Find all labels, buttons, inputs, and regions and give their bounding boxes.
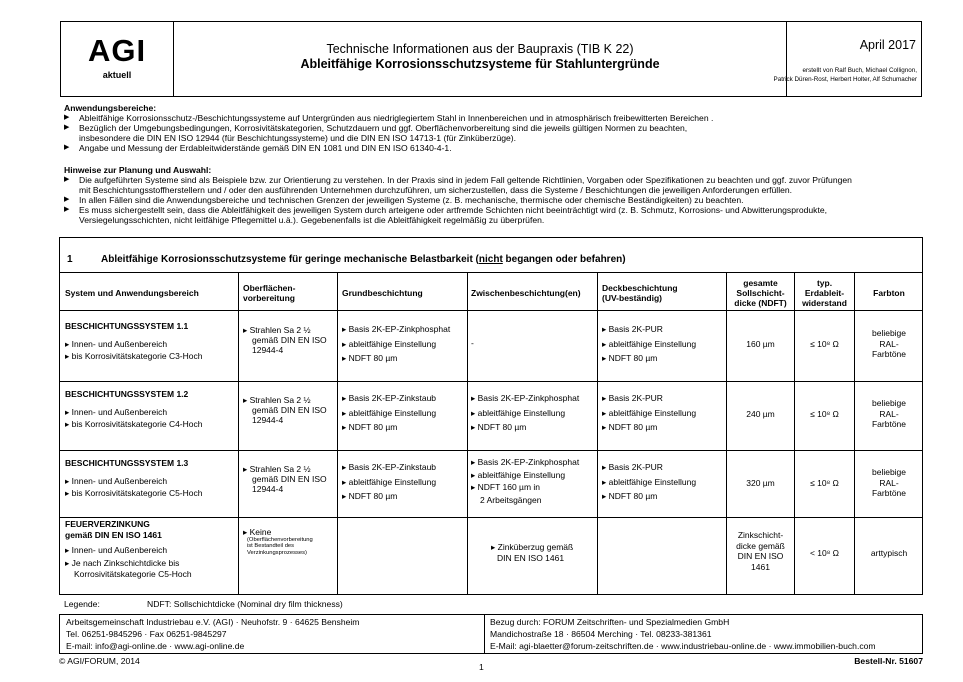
footer-publisher-address: Mandichostraße 18 · 86504 Merching · Tel. 08233-381361 (490, 629, 712, 639)
header-authors: erstellt von Ralf Buch, Michael Collignon, (802, 67, 917, 74)
table-row-system-1-1: BESCHICHTUNGSSYSTEM 1.1 ▸ Innen- und Außenbereich ▸ bis Korrosivitätskategorie C3-Hoch (65, 321, 203, 361)
table-cell-zwischen: ▸ Basis 2K-EP-Zinkphosphat ▸ ableitfähige Einstellung ▸ NDFT 80 µm (471, 393, 580, 432)
legend-text: NDFT: Sollschichtdicke (Nominal dry film thickness) (147, 599, 343, 609)
agi-logo-sub: aktuell (102, 70, 132, 80)
footer-divider (484, 615, 485, 653)
table-rule (854, 272, 855, 594)
column-header-ndft: gesamte Sollschicht- dicke (NDFT) (734, 278, 787, 308)
table-cell-grund: ▸ Basis 2K-EP-Zinkphosphat ▸ ableitfähige Einstellung ▸ NDFT 80 µm (342, 324, 451, 363)
table-rule (60, 517, 922, 518)
footer-phone: Tel. 06251-9845296 · Fax 06251-9845297 (66, 629, 227, 639)
column-header-grund: Grundbeschichtung (342, 288, 423, 298)
section-title: Ableitfähige Korrosionsschutzsysteme für geringe mechanische Belastbarkeit (nicht begangen oder befahren) (101, 254, 626, 265)
document-header (60, 21, 922, 97)
column-header-zwischen: Zwischenbeschichtung(en) (471, 288, 581, 298)
column-header-farbton: Farbton (873, 288, 905, 298)
table-rule (794, 272, 795, 594)
table-cell-deck: ▸ Basis 2K-PUR ▸ ableitfähige Einstellung ▸ NDFT 80 µm (602, 324, 697, 363)
column-header-oberflaeche: Oberflächen- vorbereitung (243, 283, 296, 303)
header-date: April 2017 (859, 38, 916, 52)
list-item: ▶ Die aufgeführten Systeme sind als Beispiele bzw. zur Orientierung zu verstehen. In der Praxis sind in jedem Fall geltende Richtlinien, Vorgaben oder Spezifikationen zu beachten und ggf. zuvor Prüfungen (64, 175, 914, 185)
table-cell-deck: ▸ Basis 2K-PUR ▸ ableitfähige Einstellung ▸ NDFT 80 µm (602, 393, 697, 432)
table-cell-oberflaeche: ▸ Keine (Oberflächenvorbereitung ist Bestandteil des Verzinkungsprozesses) (243, 527, 313, 556)
list-item-continuation: insbesondere die DIN EN ISO 12944 (für Beschichtungssysteme) und die DIN EN ISO 14713-1 (für Zinküberzüge). (79, 133, 517, 144)
systems-table (59, 237, 923, 595)
table-rule (467, 272, 468, 594)
table-cell-grund: ▸ Basis 2K-EP-Zinkstaub ▸ ableitfähige Einstellung ▸ NDFT 80 µm (342, 393, 437, 432)
table-row-system-1-3: BESCHICHTUNGSSYSTEM 1.3 ▸ Innen- und Außenbereich ▸ bis Korrosivitätskategorie C5-Hoch (65, 458, 203, 498)
table-cell-ndft: 320 µm (746, 478, 775, 488)
column-header-system: System und Anwendungsbereich (65, 288, 199, 298)
table-cell-grund: ▸ Basis 2K-EP-Zinkstaub ▸ ableitfähige Einstellung ▸ NDFT 80 µm (342, 462, 437, 501)
legend-label: Legende: (64, 599, 100, 609)
header-series-title: Technische Informationen aus der Baupraxis (TIB K 22) (326, 42, 634, 56)
table-cell-farbton: beliebige RAL- Farbtöne (871, 328, 907, 359)
table-row-feuerverzinkung: FEUERVERZINKUNG gemäß DIN EN ISO 1461 ▸ Innen- und Außenbereich ▸ Je nach Zinkschichtdicke bis Korrosivitätskategorie C5-Hoch (65, 519, 192, 579)
table-cell-oberflaeche: ▸ Strahlen Sa 2 ½ gemäß DIN EN ISO 12944-4 (243, 325, 327, 355)
agi-logo: AGI (87, 33, 147, 68)
table-cell-zwischen: ▸ Basis 2K-EP-Zinkphosphat ▸ ableitfähige Einstellung ▸ NDFT 160 µm in 2 Arbeitsgängen (471, 457, 580, 505)
footer-publisher: Bezug durch: FORUM Zeitschriften- und Spezialmedien GmbH (490, 617, 730, 627)
table-cell-erdableit: ≤ 10⁸ Ω (810, 409, 839, 419)
column-header-erdableit: typ. Erdableit- widerstand (802, 278, 847, 308)
table-cell-farbton: beliebige RAL- Farbtöne (871, 467, 907, 498)
table-rule (337, 272, 338, 594)
table-rule (238, 272, 239, 594)
list-item: ▶ Angabe und Messung der Erdableitwiderstände gemäß DIN EN 1081 und DIN EN ISO 61340-4-1. (64, 143, 914, 153)
table-row-system-1-2: BESCHICHTUNGSSYSTEM 1.2 ▸ Innen- und Außenbereich ▸ bis Korrosivitätskategorie C4-Hoch (65, 389, 203, 429)
table-cell-erdableit: ≤ 10⁸ Ω (810, 478, 839, 488)
table-cell-erdableit: < 10⁸ Ω (809, 548, 840, 558)
table-cell-ndft: 160 µm (746, 339, 775, 349)
header-authors: Patrick Düren-Rost, Herbert Holter, Alf Schumacher (773, 76, 917, 83)
footer-box (59, 614, 923, 654)
table-cell-ndft: 240 µm (746, 409, 775, 419)
table-cell-oberflaeche: ▸ Strahlen Sa 2 ½ gemäß DIN EN ISO 12944-4 (243, 464, 327, 494)
anwendungsbereiche-block (64, 103, 914, 153)
table-rule (597, 272, 598, 594)
anwendungsbereiche-heading: Anwendungsbereiche: (64, 103, 157, 113)
list-item: ▶ Es muss sichergestellt sein, dass die Ableitfähigkeit des jeweiligen System durch arteigene oder artfremde Schichten nicht beeinträchtigt wird (z. B. Schmutz, Korrosions- und Abwitterungsprodukte, (64, 205, 914, 215)
table-cell-zinkueberzug: ▸ Zinküberzug gemäß DIN EN ISO 1461 (491, 542, 574, 563)
table-cell-farbton: arttypisch (870, 548, 908, 558)
hinweise-block (64, 165, 914, 226)
hinweise-heading: Hinweise zur Planung und Auswahl: (64, 165, 212, 175)
header-divider (786, 22, 787, 96)
table-cell-farbton: beliebige RAL- Farbtöne (871, 398, 907, 429)
footer-publisher-contact: E-Mail: agi-blaetter@forum-zeitschriften.de · www.industriebau-online.de · www.immobilien-buch.com (490, 641, 876, 651)
table-cell-zwischen: - (471, 338, 474, 348)
footer-email: E-mail: info@agi-online.de · www.agi-online.de (66, 641, 245, 651)
table-cell-deck: ▸ Basis 2K-PUR ▸ ableitfähige Einstellung ▸ NDFT 80 µm (602, 462, 697, 501)
list-item: ▶ Ableitfähige Korrosionsschutz-/Beschichtungssysteme auf Untergründen aus niedriglegiertem Stahl in Innenbereichen und in atmosphärisch freibewitterten Bereichen . (64, 113, 914, 123)
table-cell-erdableit: ≤ 10⁸ Ω (810, 339, 839, 349)
table-rule (60, 272, 922, 273)
footer-address: Arbeitsgemeinschaft Industriebau e.V. (AGI) · Neuhofstr. 9 · 64625 Bensheim (66, 617, 360, 627)
table-rule (60, 450, 922, 451)
list-item: ▶ In allen Fällen sind die Anwendungsbereiche und technischen Grenzen der jeweiligen Systeme (z. B. mechanische, thermische oder chemische Beständigkeiten) zu beachten. (64, 195, 914, 205)
table-rule (60, 310, 922, 311)
list-item-continuation: Versiegelungsschichten, nicht leitfähige Pflegemittel u.ä.). Gegebenenfalls ist die Ableitfähigkeit regelmäßig zu überprüfen. (79, 215, 545, 226)
column-header-deck: Deckbeschichtung (UV-beständig) (602, 283, 678, 303)
page-number: 1 (479, 662, 484, 672)
list-item-continuation: mit Beschichtungsstoffherstellern und / oder den ausführenden Unternehmen durchzuführen, um sicherzustellen, dass die Systeme / Beschichtungen die jeweiligen Anforderungen erfüllen. (79, 185, 793, 196)
table-cell-oberflaeche: ▸ Strahlen Sa 2 ½ gemäß DIN EN ISO 12944-4 (243, 395, 327, 425)
copyright: © AGI/FORUM, 2014 (59, 656, 140, 666)
table-cell-ndft: Zinkschicht- dicke gemäß DIN EN ISO 1461 (736, 530, 785, 572)
header-document-title: Ableitfähige Korrosionsschutzsysteme für Stahluntergründe (300, 57, 660, 71)
table-rule (60, 381, 922, 382)
order-number: Bestell-Nr. 51607 (854, 656, 923, 666)
list-item: ▶ Bezüglich der Umgebungsbedingungen, Korrosivitätskategorien, Schutzdauern und ggf. Oberflächenvorbereitung sind die jeweils gültigen Normen zu beachten, (64, 123, 914, 133)
section-number: 1 (67, 254, 73, 265)
